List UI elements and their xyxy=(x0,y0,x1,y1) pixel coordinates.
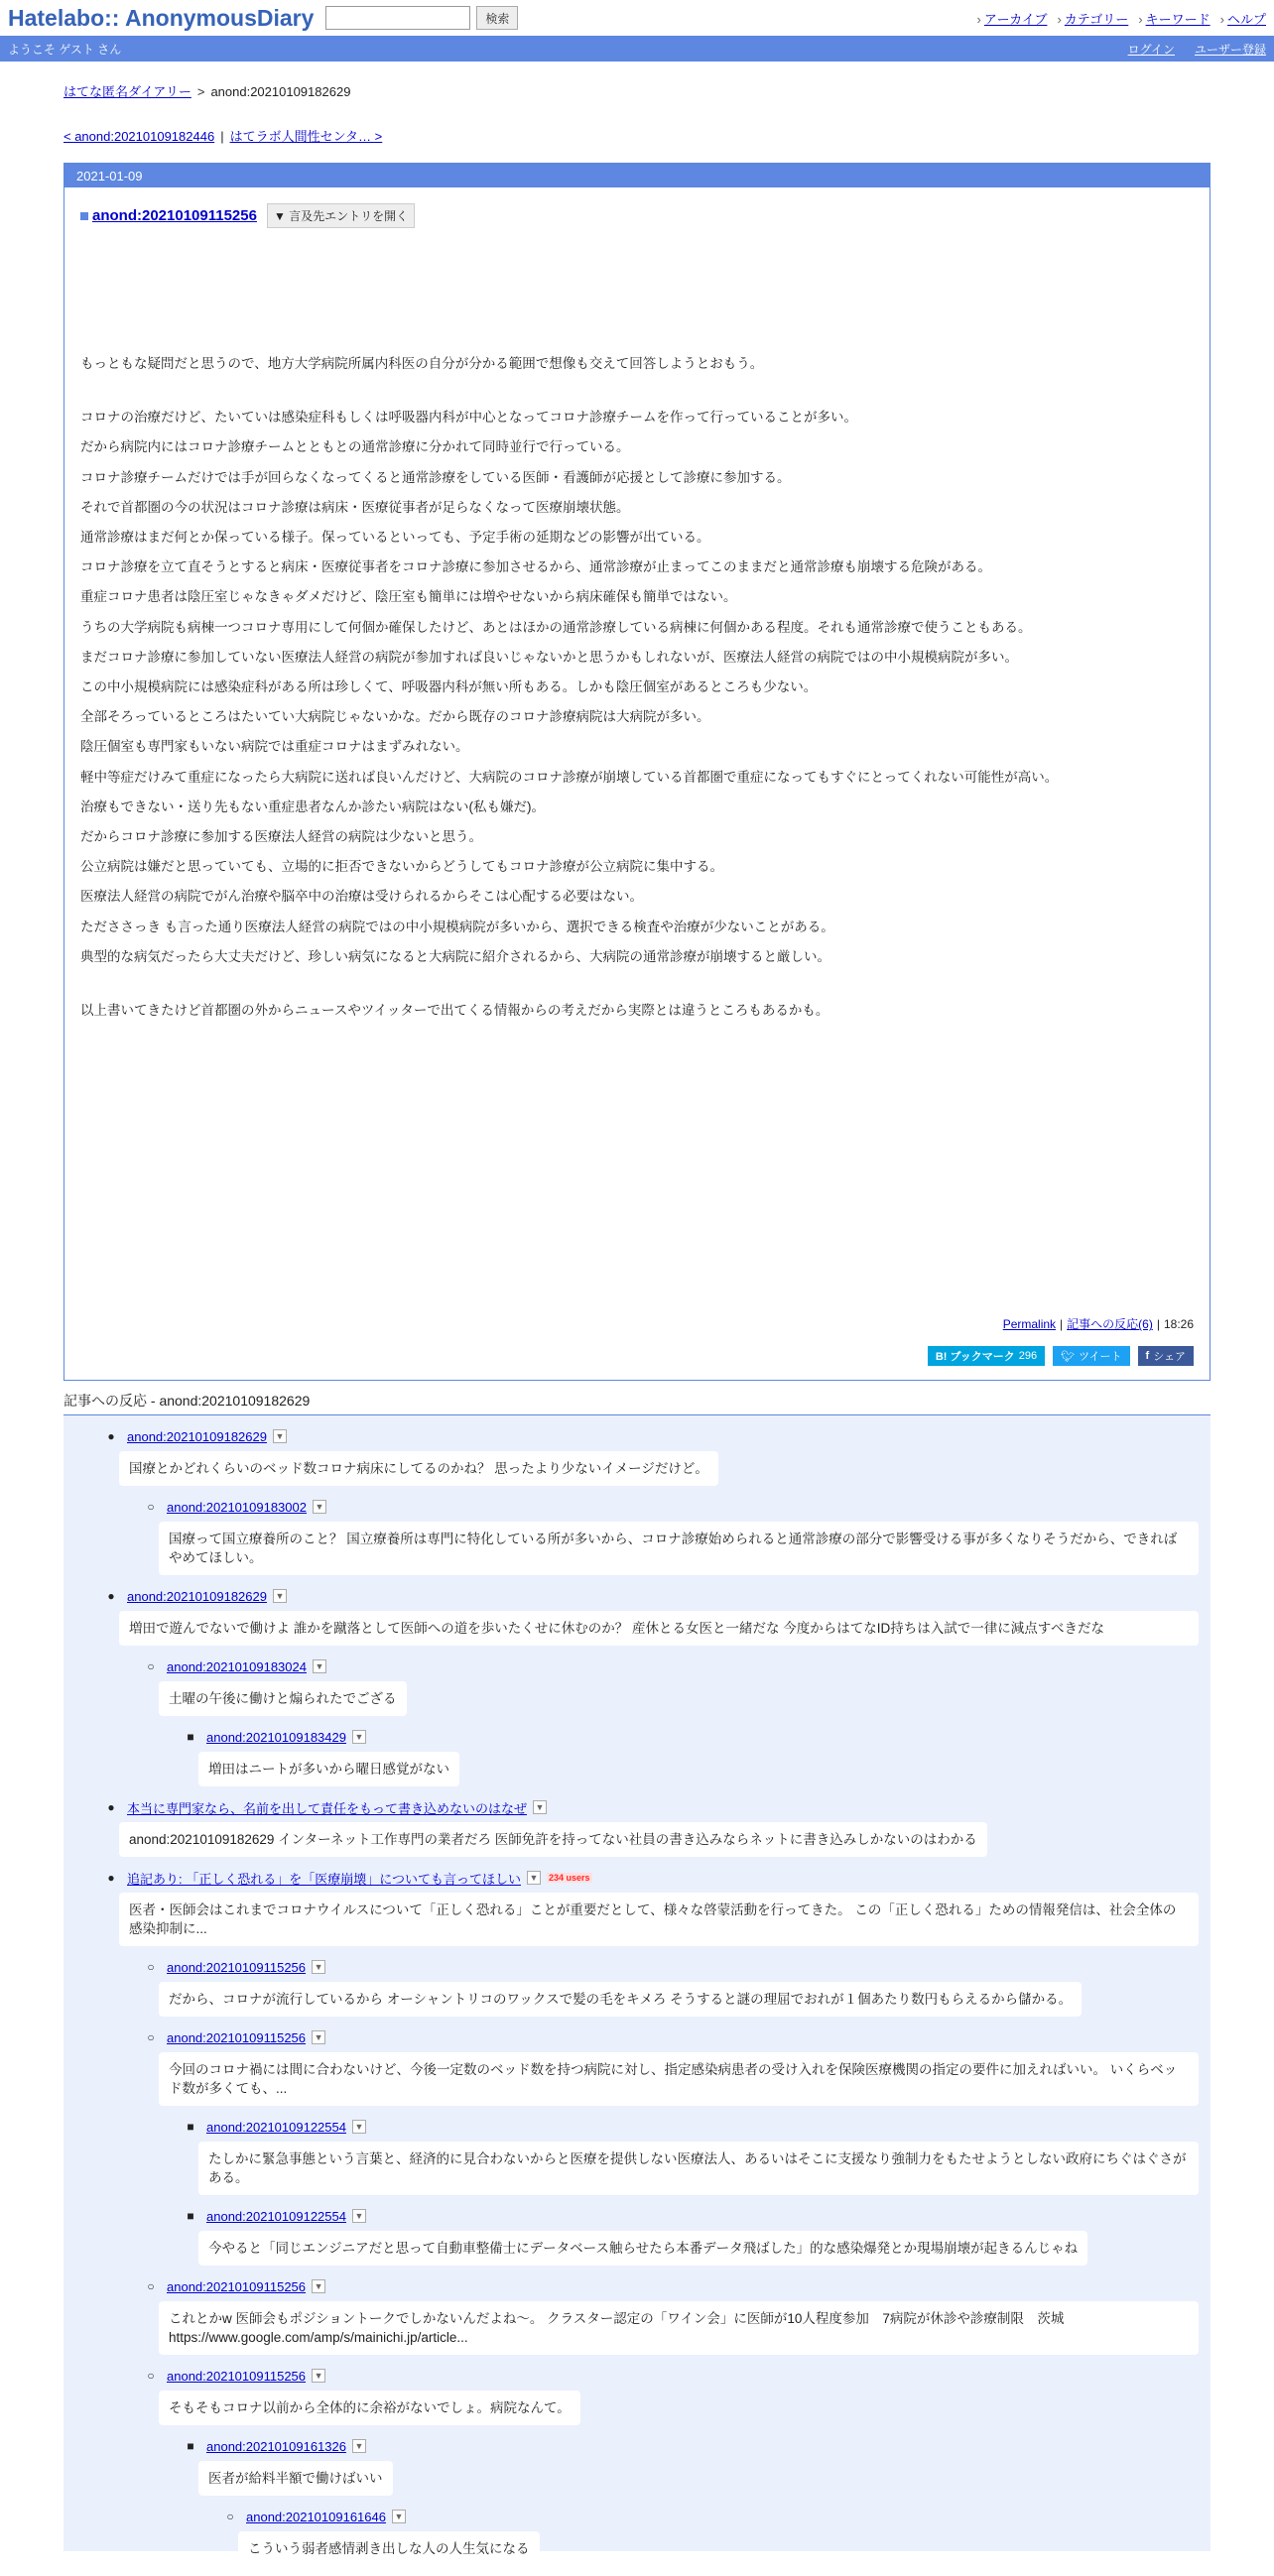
reaction-excerpt: 医者・医師会はこれまでコロナウイルスについて「正しく恐れる」ことが重要だとして、様々な啓蒙活動を行ってきた。 この「正しく恐れる」ための情報発信は、社会全体の感染抑制に... xyxy=(119,1893,1199,1946)
expand-caret-icon[interactable]: ▼ xyxy=(273,1429,287,1443)
entry-line: 医療法人経営の病院でがん治療や脳卒中の治療は受けられるからそこは心配する必要はない。 xyxy=(80,889,643,905)
reaction-link[interactable]: anond:20210109122554 xyxy=(206,2119,346,2135)
reaction-excerpt: anond:20210109182629 インターネット工作専門の業者だろ 医師免許を持ってない社員の書き込みならネットに書き込みしかないのはわかる xyxy=(119,1822,987,1857)
reaction-header xyxy=(147,1496,1199,1518)
reaction-body-wrap xyxy=(198,1748,1199,1796)
register-link[interactable]: ユーザー登録 xyxy=(1194,42,1266,57)
reaction-excerpt: 国療って国立療養所のこと？ 国立療養所は専門に特化している所が多いから、コロナ診療始められると通常診療の部分で影響受ける事が多くなりそうだから、できればやめてほしい。 xyxy=(159,1522,1199,1575)
welcome-bar xyxy=(0,36,1274,61)
breadcrumb xyxy=(64,81,1210,100)
tweet-label: ツイート xyxy=(1079,1351,1122,1364)
reaction-header xyxy=(187,2116,1199,2138)
reaction-excerpt: だから、コロナが流行しているから オーシャントリコのワックスで髪の毛をキメろ そうすると謎の理屈でおれが１個あたり数円もらえるから儲かる。 xyxy=(159,1982,1082,2017)
facebook-label: シェア xyxy=(1153,1351,1186,1364)
reaction-header xyxy=(226,2506,1199,2527)
entry-line: ただささっき も言った通り医療法人経営の病院ではの中小規模病院が多いから、選択できる検査や治療が少ないことがある。 xyxy=(80,919,834,934)
prev-entry-link[interactable]: < anond:20210109182446 xyxy=(64,129,215,144)
reaction-link[interactable]: anond:20210109161326 xyxy=(206,2438,346,2454)
entry-text xyxy=(80,349,1194,1026)
expand-caret-icon[interactable]: ▼ xyxy=(312,2030,325,2044)
entry-line: 通常診療はまだ何とか保っている様子。保っているといっても、予定手術の延期などの影響が出ている。 xyxy=(80,530,710,546)
reaction-header xyxy=(147,2275,1199,2297)
site-header xyxy=(0,0,1274,36)
reaction-link[interactable]: anond:20210109115256 xyxy=(167,2278,307,2294)
reaction-link[interactable]: 本当に専門家なら、名前を出して責任をもって書き込めないのはなぜ xyxy=(127,1800,528,1816)
reaction-header xyxy=(147,1656,1199,1677)
reaction-link[interactable]: 追記あり: 「正しく恐れる」を「医療崩壊」についても言ってほしい xyxy=(127,1871,521,1887)
main-container xyxy=(64,81,1210,2557)
reaction-excerpt: 医者が給料半額で働けばいい xyxy=(198,2461,393,2496)
entry-line: 全部そろっているところはたいてい大病院じゃないかな。だから既存のコロナ診療病院は大病院が多い。 xyxy=(80,709,710,725)
reaction-body-wrap xyxy=(198,2227,1199,2275)
entry-body xyxy=(64,187,1210,1380)
reaction-header xyxy=(187,2205,1199,2227)
reaction-header xyxy=(107,1425,1199,1447)
entry-line: 公立病院は嫌だと思っていても、立場的に拒否できないからどうしてもコロナ診療が公立病院に集中する。 xyxy=(80,859,723,875)
diary-date: 2021-01-09 xyxy=(64,164,1210,187)
expand-caret-icon[interactable]: ▼ xyxy=(352,2209,366,2223)
bookmark-label: B! ブックマーク xyxy=(935,1351,1015,1364)
footer-separator: | xyxy=(1060,1317,1064,1332)
bookmark-count: 296 xyxy=(1018,1350,1038,1363)
bullet-icon: ○ xyxy=(147,2279,155,2294)
entry-line: まだコロナ診療に参加していない医療法人経営の病院が参加すれば良いじゃないかと思うかもしれないが、医療法人経営の病院ではの中小規模病院が多い。 xyxy=(80,649,1018,665)
reaction-body-wrap xyxy=(159,1677,1199,1726)
bookmark-users-badge[interactable]: 234 users xyxy=(548,1873,590,1884)
bullet-icon: ● xyxy=(107,1429,115,1444)
reaction-excerpt: 増田はニートが多いから曜日感覚がない xyxy=(198,1752,459,1786)
search-button[interactable]: 検索 xyxy=(476,6,518,30)
reaction-body-wrap xyxy=(159,2052,1199,2106)
reaction-link[interactable]: anond:20210109183024 xyxy=(167,1658,307,1674)
twitter-bird-icon: 🐦︎ xyxy=(1061,1350,1076,1363)
reactions-list xyxy=(64,1414,1210,2557)
pager-separator: | xyxy=(220,129,224,144)
entry-line: うちの大学病院も病棟一つコロナ専用にして何個か確保したけど、あとはほかの通常診療している病棟に何個かある程度。それも通常診療で使うこともある。 xyxy=(80,619,1032,635)
entry-line: コロナ診療チームだけでは手が回らなくなってくると通常診療をしている医師・看護師が応援として診療に参加する。 xyxy=(80,469,791,485)
archive-link[interactable]: › アーカイブ xyxy=(977,9,1048,28)
reaction-body-wrap xyxy=(159,1522,1199,1575)
bullet-icon: ○ xyxy=(147,1960,155,1975)
reaction-header xyxy=(147,2026,1199,2048)
bullet-icon: ○ xyxy=(147,1500,155,1515)
reaction-excerpt: 今回のコロナ禍には間に合わないけど、今後一定数のベッド数を持つ病院に対し、指定感染病患者の受け入れを保険医療機関の指定の要件に加えればいい。 いくらベッド数が多くても、... xyxy=(159,2052,1199,2106)
entry-line: コロナの治療だけど、たいていは感染症科もしくは呼吸器内科が中心となってコロナ診療チームを作って行っていることが多い。 xyxy=(80,410,857,426)
entry-square-icon xyxy=(80,212,88,220)
entry-line: 陰圧個室も専門家もいない病院では重症コロナはまずみれない。 xyxy=(80,739,469,755)
entry-line: 以上書いてきたけど首都圏の外からニュースやツイッターで出てくる情報からの考えだから実際とは違うところもあるかも。 xyxy=(80,1003,829,1019)
entry-footer xyxy=(80,1315,1194,1332)
expand-caret-icon[interactable]: ▼ xyxy=(392,2510,406,2523)
reaction-header xyxy=(107,1585,1199,1607)
bullet-icon: ● xyxy=(107,1589,115,1604)
reaction-header xyxy=(187,2435,1199,2457)
tweet-button[interactable] xyxy=(1053,1346,1129,1366)
reaction-body-wrap xyxy=(238,2527,1199,2576)
expand-caret-icon[interactable]: ▼ xyxy=(312,1960,325,1974)
entry-line: 重症コロナ患者は陰圧室じゃなきゃダメだけど、陰圧室も簡単には増やせないから病床確保も簡単ではない。 xyxy=(80,589,737,605)
entry-time: 18:26 xyxy=(1163,1317,1194,1332)
reaction-link[interactable]: anond:20210109183429 xyxy=(206,1729,346,1745)
reaction-body-wrap xyxy=(159,2387,1199,2435)
expand-caret-icon[interactable]: ▼ xyxy=(527,1871,541,1885)
expand-caret-icon[interactable]: ▼ xyxy=(312,2369,325,2383)
breadcrumb-home[interactable]: はてな匿名ダイアリー xyxy=(64,84,191,99)
category-link[interactable]: › カテゴリー xyxy=(1057,9,1128,28)
keyword-link[interactable]: › キーワード xyxy=(1138,9,1210,28)
entry-line: それで首都圏の今の状況はコロナ診療は病床・医療従事者が足らなくなって医療崩壊状態。 xyxy=(80,499,630,515)
reaction-excerpt: 土曜の午後に働けと煽られたでござる xyxy=(159,1681,407,1716)
expand-caret-icon[interactable]: ▼ xyxy=(273,1589,287,1603)
entry-header xyxy=(80,203,1194,228)
reaction-header xyxy=(147,1956,1199,1978)
entry-line: だから病院内にはコロナ診療チームとともとの通常診療に分かれて同時並行で行っている。 xyxy=(80,439,630,455)
reaction-link[interactable]: anond:20210109183002 xyxy=(167,1499,307,1515)
reaction-excerpt: 今やると「同じエンジニアだと思って自動車整備士にデータベース触らせたら本番データ飛ばした」的な感染爆発とか現場崩壊が起きるんじゃね xyxy=(198,2231,1087,2266)
diary-section xyxy=(64,163,1210,1381)
reaction-body-wrap xyxy=(119,1447,1199,1496)
bullet-icon: ○ xyxy=(226,2510,234,2524)
share-row xyxy=(80,1346,1194,1366)
reactions-link[interactable]: 記事への反応(6) xyxy=(1067,1317,1153,1332)
next-entry-link[interactable]: はてラボ人間性センタ… > xyxy=(229,129,383,144)
hatena-bookmark-button[interactable] xyxy=(928,1346,1045,1366)
expand-caret-icon[interactable]: ▼ xyxy=(312,2279,325,2293)
login-link[interactable]: ログイン xyxy=(1127,42,1175,57)
reaction-header xyxy=(107,1796,1199,1818)
permalink[interactable]: Permalink xyxy=(1002,1317,1057,1332)
expand-caret-icon[interactable]: ▼ xyxy=(352,2439,366,2453)
entry-title[interactable]: anond:20210109115256 xyxy=(92,207,257,224)
entry-line: もっともな疑問だと思うので、地方大学病院所属内科医の自分が分かる範囲で想像も交えて回答しようとおもう。 xyxy=(80,356,764,371)
breadcrumb-current: anond:20210109182629 xyxy=(210,84,351,99)
footer-separator-2: | xyxy=(1156,1317,1160,1332)
reaction-link[interactable]: anond:20210109182629 xyxy=(127,1428,267,1444)
entry-line: この中小規模病院には感染症科がある所は珍しくて、呼吸器内科が無い所もある。しかも陰圧個室があるところも少ない。 xyxy=(80,679,818,695)
reaction-header xyxy=(107,1867,1199,1889)
bullet-icon: ○ xyxy=(147,2030,155,2045)
expand-caret-icon[interactable]: ▼ xyxy=(352,1730,366,1744)
paragraph-gap xyxy=(80,972,1194,996)
reaction-header xyxy=(147,2365,1199,2387)
expand-caret-icon[interactable]: ▼ xyxy=(313,1659,326,1673)
reactions-title: 記事への反応 - anond:20210109182629 xyxy=(64,1393,311,1410)
bullet-icon: ■ xyxy=(187,2120,194,2135)
reaction-link[interactable]: anond:20210109161646 xyxy=(246,2509,386,2524)
entry-line: 治療もできない・送り先もない重症患者なんか診たい病院はない(私も嫌だ)。 xyxy=(80,798,545,814)
header-links xyxy=(977,9,1266,28)
reaction-excerpt: そもそもコロナ以前から全体的に余裕がないでしょ。病院なんて。 xyxy=(159,2391,580,2425)
reaction-link[interactable]: anond:20210109122554 xyxy=(206,2208,346,2224)
bullet-icon: ○ xyxy=(147,2369,155,2384)
reaction-link[interactable]: anond:20210109115256 xyxy=(167,1959,307,1975)
paragraph-gap xyxy=(80,379,1194,403)
reaction-link[interactable]: anond:20210109115256 xyxy=(167,2029,307,2045)
reaction-body-wrap xyxy=(198,2142,1199,2195)
bullet-icon: ○ xyxy=(147,1659,155,1674)
reaction-body-wrap xyxy=(198,2457,1199,2506)
breadcrumb-separator: > xyxy=(196,84,205,99)
reaction-excerpt: たしかに緊急事態という言葉と、経済的に見合わないからと医療を提供しない医療法人、あるいはそこに支援なり強制力をもたせようとしない政府にちぐはぐさがある。 xyxy=(198,2142,1199,2195)
reaction-header xyxy=(187,1726,1199,1748)
reaction-excerpt: 増田で遊んでないで働けよ 誰かを蹴落として医師への道を歩いたくせに休むのか？ 産休とる女医と一緒だな 今度からはてなID持ちは入試で一律に減点すべきだな xyxy=(119,1611,1199,1646)
entry-line: 軽中等症だけみて重症になったら大病院に送れば良いんだけど、大病院のコロナ診療が崩壊している首都圏で重症になってもすぐにとってくれない可能性が高い。 xyxy=(80,769,1059,785)
bullet-icon: ■ xyxy=(187,2439,194,2454)
reaction-excerpt: これとかw 医師会もポジショントークでしかないんだよね〜。 クラスター認定の「ワイン会」に医師が10人程度参加 7病院が休診や診療制限 茨城 https://www.google.com/amp/s/mainichi.jp/article... xyxy=(159,2301,1199,2355)
entry-line: 典型的な病気だったら大丈夫だけど、珍しい病気になると大病院に紹介されるから、大病院の通常診療が崩壊すると厳しい。 xyxy=(80,948,830,964)
expand-caret-icon[interactable]: ▼ xyxy=(352,2120,366,2134)
reaction-body-wrap xyxy=(119,1818,1199,1867)
bullet-icon: ● xyxy=(107,1871,115,1886)
reaction-body-wrap xyxy=(119,1611,1199,1646)
bullet-icon: ● xyxy=(107,1800,115,1815)
welcome-text: ようこそ ゲスト さん xyxy=(8,42,122,57)
entry-line: だからコロナ診療に参加する医療法人経営の病院は少ないと思う。 xyxy=(80,829,482,845)
reaction-body-wrap xyxy=(119,1893,1199,1946)
bullet-icon: ■ xyxy=(187,1730,194,1745)
search-input[interactable] xyxy=(325,6,470,30)
help-link[interactable]: › ヘルプ xyxy=(1220,9,1266,28)
reaction-body-wrap xyxy=(159,2301,1199,2355)
bullet-icon: ■ xyxy=(187,2209,194,2224)
site-logo[interactable]: Hatelabo:: AnonymousDiary xyxy=(8,4,315,31)
entry-line: コロナ診療を立て直そうとすると病床・医療従事者をコロナ診療に参加させるから、通常診療が止まってこのままだと通常診療も崩壊する危険がある。 xyxy=(80,559,991,575)
expand-caret-icon[interactable]: ▼ xyxy=(313,1500,326,1514)
facebook-icon: f xyxy=(1145,1350,1150,1363)
reaction-link[interactable]: anond:20210109182629 xyxy=(127,1588,267,1604)
reaction-excerpt: 国療とかどれくらいのベッド数コロナ病床にしてるのかね？ 思ったより少ないイメージだけど。 xyxy=(119,1451,718,1486)
facebook-share-button[interactable] xyxy=(1138,1346,1194,1366)
pager xyxy=(64,126,1210,145)
reaction-body-wrap xyxy=(159,1978,1199,2026)
reaction-link[interactable]: anond:20210109115256 xyxy=(167,2368,307,2384)
expand-caret-icon[interactable]: ▼ xyxy=(533,1800,547,1814)
reaction-excerpt: こういう弱者感情剥き出しな人の人生気になる xyxy=(238,2531,540,2566)
open-referenced-entry-button[interactable]: ▼ 言及先エントリを開く xyxy=(267,203,415,228)
